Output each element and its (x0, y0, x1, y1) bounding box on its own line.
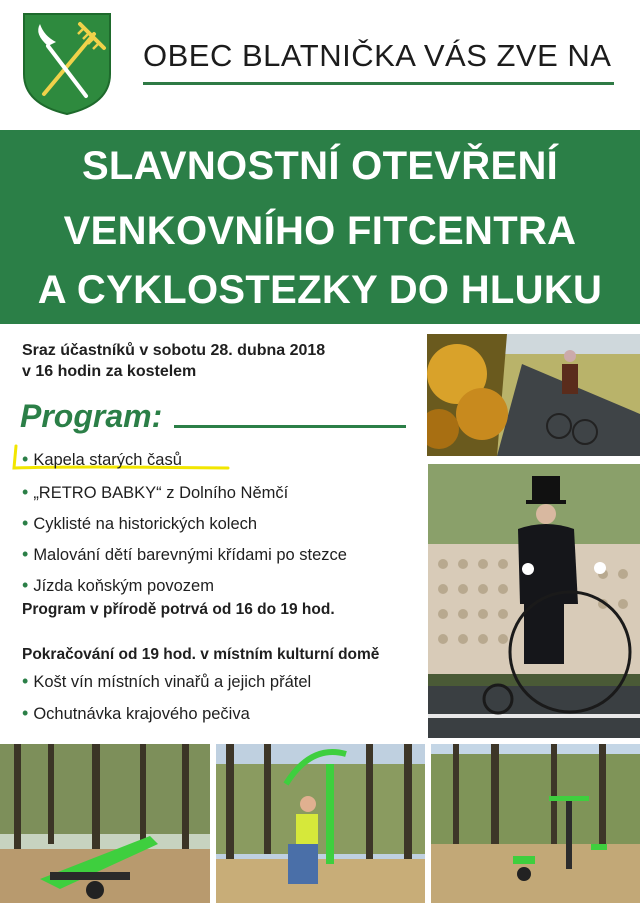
meeting-time-place: v 16 hodin za kostelem (22, 363, 197, 380)
photo-penny-farthing-rider (428, 464, 640, 738)
invitation-heading: OBEC BLATNIČKA VÁS ZVE NA (143, 38, 612, 73)
photo-fitness-equipment-1 (0, 744, 210, 903)
continuation-title: Pokračování od 19 hod. v místním kulturní domě (22, 646, 380, 663)
program-duration-note: Program v přírodě potrvá od 16 do 19 hod. (22, 601, 335, 618)
bullet-dot-icon: • (22, 513, 29, 533)
program-item (22, 449, 182, 470)
bullet-dot-icon: • (22, 449, 29, 469)
bullet-dot-icon: • (22, 703, 29, 723)
program-item-text: Cyklisté na historických kolech (33, 515, 258, 533)
photo-fitness-equipment-2 (216, 744, 425, 903)
banner-line-1: SLAVNOSTNÍ OTEVŘENÍ (81, 144, 559, 188)
heading-underline (143, 82, 614, 85)
program-item (22, 513, 257, 534)
program-item-text: Jízda koňským povozem (33, 577, 214, 595)
program-item-text: Malování dětí barevnými křídami po stezce (33, 546, 347, 564)
program-title-rule (174, 425, 406, 428)
photo-cyclist-on-path (427, 334, 640, 456)
continuation-item-text: Košt vín místních vinařů a jejich přátel (33, 673, 312, 691)
meeting-date: Sraz účastníků v sobotu 28. dubna 2018 (22, 342, 326, 359)
photo-fitness-equipment-3 (431, 744, 640, 903)
program-item-text: „RETRO BABKY“ z Dolního Němčí (33, 484, 289, 502)
village-coat-of-arms-icon (22, 12, 112, 116)
program-item-text: Kapela starých časů (33, 451, 182, 469)
bullet-dot-icon: • (22, 544, 29, 564)
bullet-dot-icon: • (22, 671, 29, 691)
bullet-dot-icon: • (22, 482, 29, 502)
program-item (22, 482, 288, 503)
continuation-item (22, 671, 311, 692)
program-title: Program: (20, 398, 163, 434)
continuation-item (22, 703, 250, 724)
bullet-dot-icon: • (22, 575, 29, 595)
banner-line-2: VENKOVNÍHO FITCENTRA (63, 209, 577, 253)
program-item (22, 544, 347, 565)
program-item (22, 575, 214, 596)
continuation-item-text: Ochutnávka krajového pečiva (33, 705, 250, 723)
banner-line-3: A CYKLOSTEZKY DO HLUKU (37, 268, 603, 312)
